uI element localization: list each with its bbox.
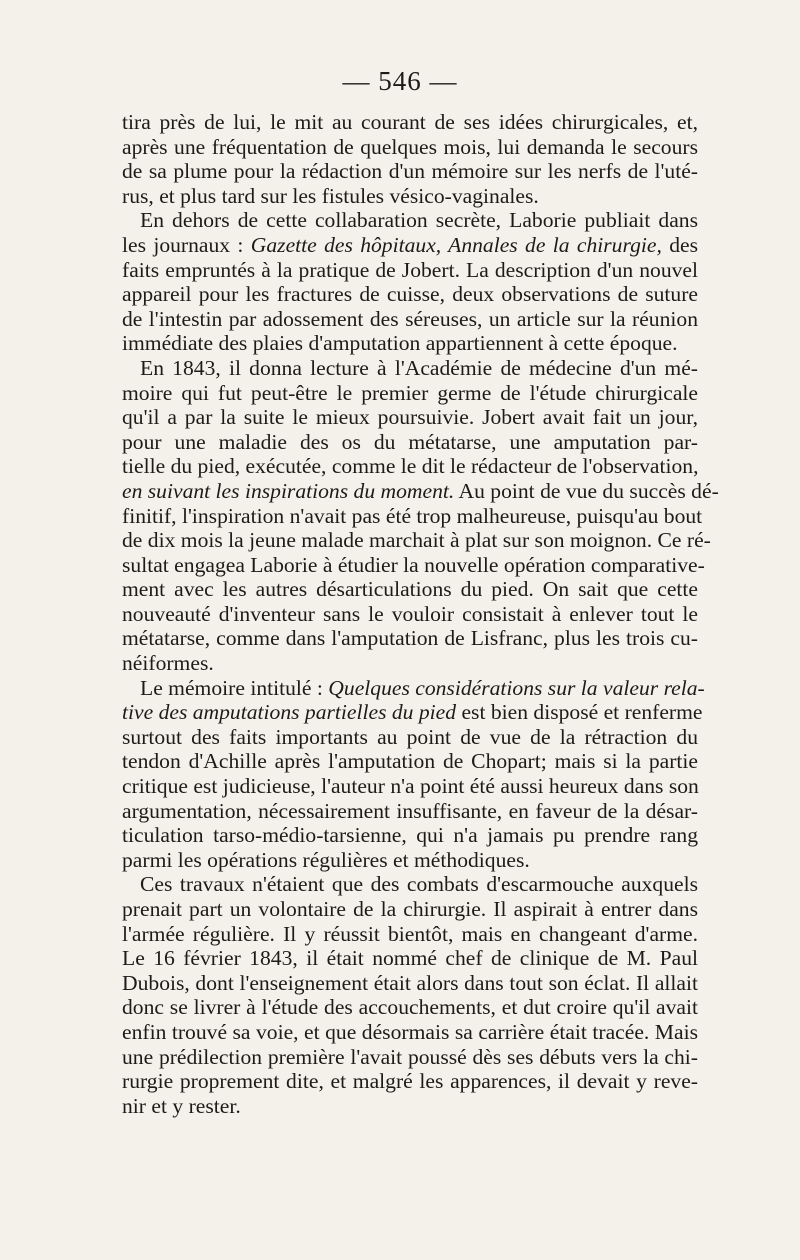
text-segment: Ces travaux n'étaient que des combats d'escarmouche auxquels [140, 872, 698, 897]
text-line [122, 1094, 698, 1119]
text-line [122, 922, 698, 947]
text-line [122, 528, 711, 553]
text-segment: après une fréquentation de quelques mois, lui demanda le secours [122, 134, 698, 159]
text-line [122, 552, 705, 578]
text-line [122, 430, 698, 455]
text-segment: Au point de vue du succès dé- [454, 478, 719, 503]
text-line [122, 602, 698, 627]
text-line [122, 725, 698, 750]
paragraph [122, 208, 698, 356]
text-line [122, 135, 698, 160]
text-segment: est bien disposé et renferme [456, 700, 703, 725]
text-line [122, 626, 698, 651]
text-line [122, 184, 698, 209]
text-segment: pour une maladie des os du métatarse, une amputation par- [122, 429, 698, 454]
text-line [122, 946, 698, 971]
text-segment: tielle du pied, exécutée, comme le dit le rédacteur de l'observation, [122, 454, 699, 479]
text-line [122, 478, 719, 504]
text-segment: néiformes. [122, 651, 214, 676]
paragraph [122, 872, 698, 1118]
text-line [122, 823, 698, 848]
paragraph [122, 355, 719, 676]
text-segment: enfin trouvé sa voie, et que désormais sa carrière était tracée. Mais [122, 1019, 698, 1044]
text-segment: Le mémoire intitulé : [140, 675, 329, 700]
text-segment: immédiate des plaies d'amputation appartiennent à cette époque. [122, 331, 678, 356]
text-segment: En 1843, il donna lecture à l'Académie de médecine d'un mé- [140, 355, 698, 380]
text-segment: tira près de lui, le mit au courant de ses idées chirurgicales, et, [122, 110, 698, 134]
body-text [122, 110, 719, 1118]
text-line [122, 1045, 698, 1070]
text-line [122, 356, 698, 381]
italic-text: tive des amputations partielles du pied [122, 700, 457, 725]
text-segment: sultat engagea Laborie à étudier la nouvelle opération comparative- [122, 552, 705, 577]
text-segment: nouveauté d'inventeur sans le vouloir consistait à enlever tout le [122, 601, 698, 626]
text-segment: une prédilection première l'avait poussé dès ses débuts vers la chi- [122, 1044, 698, 1069]
text-line [122, 1020, 698, 1045]
text-line [122, 233, 698, 258]
text-segment: En dehors de cette collabaration secrète, Laborie publiait dans [140, 208, 698, 233]
text-line [122, 1069, 698, 1094]
text-segment: de l'intestin par adossement des séreuses, un article sur la réunion [122, 306, 698, 331]
text-line [122, 799, 698, 824]
text-line [122, 848, 698, 873]
text-segment: métatarse, comme dans l'amputation de Lisfranc, plus les trois cu- [122, 626, 698, 651]
text-line [122, 208, 698, 233]
text-line [122, 700, 703, 725]
text-segment: rus, et plus tard sur les fistules vésico-vaginales. [122, 183, 539, 208]
page-number: — 546 — [342, 66, 458, 96]
text-segment: prenait part un volontaire de la chirurgie. Il aspirait à entrer dans [122, 897, 698, 921]
text-segment: ment avec les autres désarticulations du pied. On sait que cette [122, 577, 698, 602]
text-segment: l'armée régulière. Il y réussit bientôt, mais en changeant d'arme. [122, 921, 698, 946]
text-line [122, 577, 698, 602]
text-line [122, 454, 698, 479]
text-line [122, 282, 698, 307]
text-line [122, 897, 698, 922]
text-segment: finitif, l'inspiration n'avait pas été trop malheureuse, puisqu'au bout [122, 503, 703, 528]
text-segment: de sa plume pour la rédaction d'un mémoire sur les nerfs de l'uté- [122, 159, 698, 184]
text-line [122, 331, 698, 356]
text-line [122, 774, 698, 799]
text-segment: de dix mois la jeune malade marchait à plat sur son moignon. Ce ré- [122, 528, 711, 553]
text-segment: appareil pour les fractures de cuisse, deux observations de suture [122, 282, 698, 307]
italic-text: Gazette des hôpitaux, Annales de la chirurgie, [250, 232, 662, 257]
text-segment: argumentation, nécessairement insuffisante, en faveur de la désar- [122, 798, 698, 823]
text-line [122, 307, 698, 332]
italic-text: Quelques considérations sur la valeur rela- [328, 675, 705, 700]
text-line [122, 971, 698, 996]
text-segment: faits empruntés à la pratique de Jobert. La description d'un nouvel [122, 257, 698, 282]
paragraph [122, 110, 698, 208]
text-line [122, 995, 698, 1020]
text-segment: donc se livrer à l'étude des accouchements, et dut croire qu'il avait [122, 995, 698, 1020]
text-line [122, 749, 698, 774]
text-segment: moire qui fut peut-être le premier germe de l'étude chirurgicale [122, 380, 698, 405]
text-segment: des [661, 232, 699, 257]
text-segment: surtout des faits importants au point de vue de la rétraction du [122, 724, 698, 749]
text-line [122, 872, 698, 897]
text-line [122, 675, 705, 701]
text-line [122, 381, 698, 406]
italic-text: en suivant les inspirations du moment. [122, 478, 455, 503]
text-segment: critique est judicieuse, l'auteur n'a point été aussi heureux dans son [122, 774, 699, 799]
text-segment: parmi les opérations régulières et méthodiques. [122, 847, 530, 872]
text-segment: Le 16 février 1843, il était nommé chef de clinique de M. Paul [122, 946, 698, 971]
text-line [122, 110, 698, 135]
text-line [122, 258, 698, 283]
text-segment: ticulation tarso-médio-tarsienne, qui n'a jamais pu prendre rang [122, 823, 698, 848]
text-line [122, 159, 698, 184]
text-segment: tendon d'Achille après l'amputation de Chopart; mais si la partie [122, 749, 698, 774]
text-segment: rurgie proprement dite, et malgré les apparences, il devait y reve- [122, 1069, 698, 1094]
text-segment: nir et y rester. [122, 1093, 241, 1118]
text-segment: qu'il a par la suite le mieux poursuivie. Jobert avait fait un jour, [122, 405, 698, 430]
text-line [122, 651, 698, 676]
paragraph [122, 675, 705, 873]
text-line [122, 405, 698, 430]
text-segment: les journaux : [122, 232, 251, 257]
text-line [122, 503, 703, 529]
text-segment: Dubois, dont l'enseignement était alors dans tout son éclat. Il allait [122, 970, 698, 995]
